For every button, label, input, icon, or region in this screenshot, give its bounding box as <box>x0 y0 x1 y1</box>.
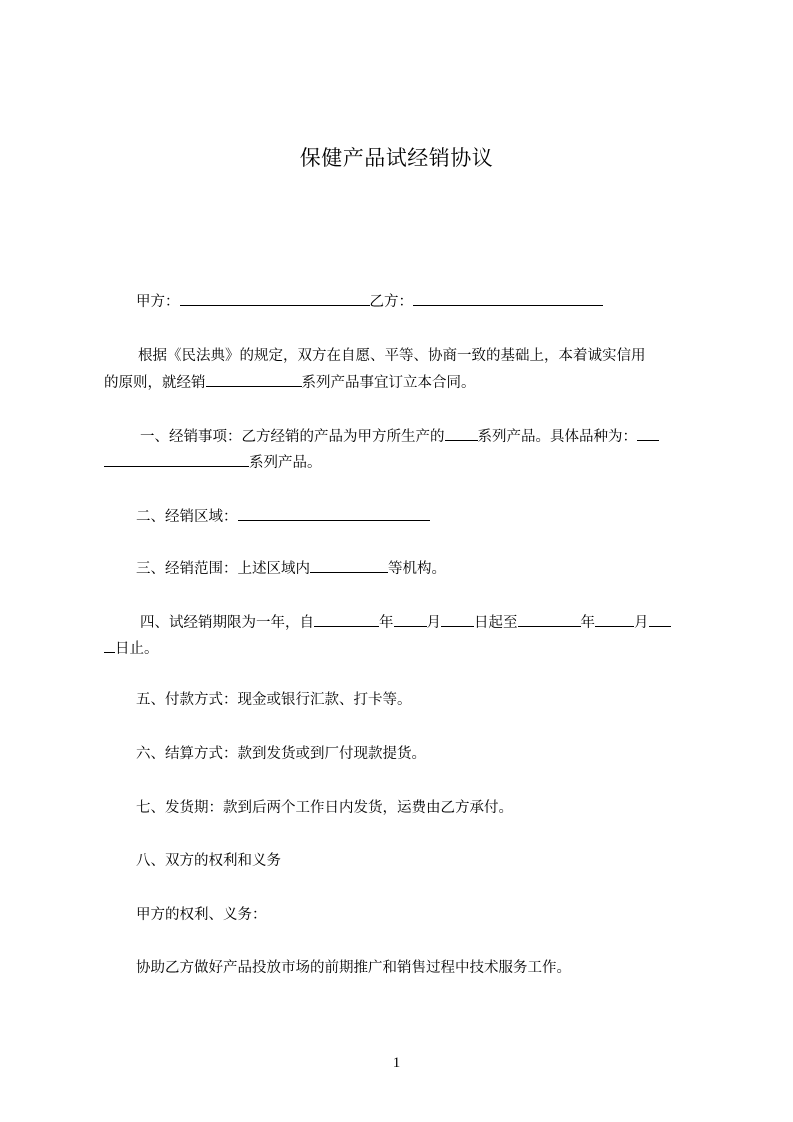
clause-1-middle: 系列产品。具体品种为： <box>477 429 637 445</box>
end-year-label: 年 <box>580 615 595 631</box>
clause-4-suffix: 日止。 <box>115 641 159 657</box>
clause-2-label: 二、经销区域： <box>136 509 238 525</box>
sales-region-blank[interactable] <box>238 506 430 521</box>
party-b-label: 乙方： <box>369 294 413 310</box>
clause-4-prefix: 四、试经销期限为一年，自 <box>140 615 314 631</box>
document-title: 保健产品试经销协议 <box>299 146 494 170</box>
clause-3-line <box>136 558 446 579</box>
end-month-blank[interactable] <box>595 612 634 627</box>
party-a-label: 甲方： <box>136 294 180 310</box>
party-b-blank[interactable] <box>413 291 603 306</box>
page-number: 1 <box>392 1055 401 1071</box>
end-year-blank[interactable] <box>518 612 581 627</box>
clause-1-prefix: 一、经销事项：乙方经销的产品为甲方所生产的 <box>140 429 445 445</box>
parties-line <box>136 291 603 312</box>
clause-8: 八、双方的权利和义务 <box>136 853 281 869</box>
start-month-label: 月 <box>426 615 441 631</box>
end-month-label: 月 <box>634 615 649 631</box>
clause-1-series-blank[interactable] <box>445 426 478 441</box>
clause-4-line-2 <box>104 638 159 659</box>
start-day-label: 日起至 <box>474 615 518 631</box>
clause-6: 六、结算方式：款到发货或到厂付现款提货。 <box>136 746 426 762</box>
party-a-rights-heading: 甲方的权利、义务： <box>136 907 267 923</box>
preamble-suffix: 系列产品事宜订立本合同。 <box>301 375 476 391</box>
clause-5: 五、付款方式：现金或银行汇款、打卡等。 <box>136 692 412 708</box>
preamble-line-2 <box>104 372 476 393</box>
clause-1-variety-blank-b[interactable] <box>104 452 249 467</box>
clause-3-prefix: 三、经销范围：上述区域内 <box>136 561 310 577</box>
clause-1-line-2 <box>104 452 322 473</box>
party-a-rights-item: 协助乙方做好产品投放市场的前期推广和销售过程中技术服务工作。 <box>136 960 571 976</box>
clause-7: 七、发货期：款到后两个工作日内发货，运费由乙方承付。 <box>136 800 513 816</box>
clause-1-variety-blank-a[interactable] <box>637 426 659 441</box>
product-series-blank[interactable] <box>206 372 302 387</box>
start-day-blank[interactable] <box>441 612 474 627</box>
clause-1-line-1 <box>140 426 659 447</box>
end-day-blank-a[interactable] <box>649 612 671 627</box>
clause-1-suffix: 系列产品。 <box>249 455 322 471</box>
clause-3-suffix: 等机构。 <box>388 561 446 577</box>
clause-4-line-1 <box>140 612 671 633</box>
start-year-label: 年 <box>379 615 394 631</box>
preamble-prefix: 的原则，就经销 <box>104 375 206 391</box>
start-year-blank[interactable] <box>314 612 379 627</box>
start-month-blank[interactable] <box>394 612 427 627</box>
end-day-blank-b[interactable] <box>104 638 115 653</box>
party-a-blank[interactable] <box>180 291 370 306</box>
institution-blank[interactable] <box>310 558 388 573</box>
clause-2-line <box>136 506 430 527</box>
preamble-line-1: 根据《民法典》的规定，双方在自愿、平等、协商一致的基础上，本着诚实信用 <box>138 348 646 364</box>
